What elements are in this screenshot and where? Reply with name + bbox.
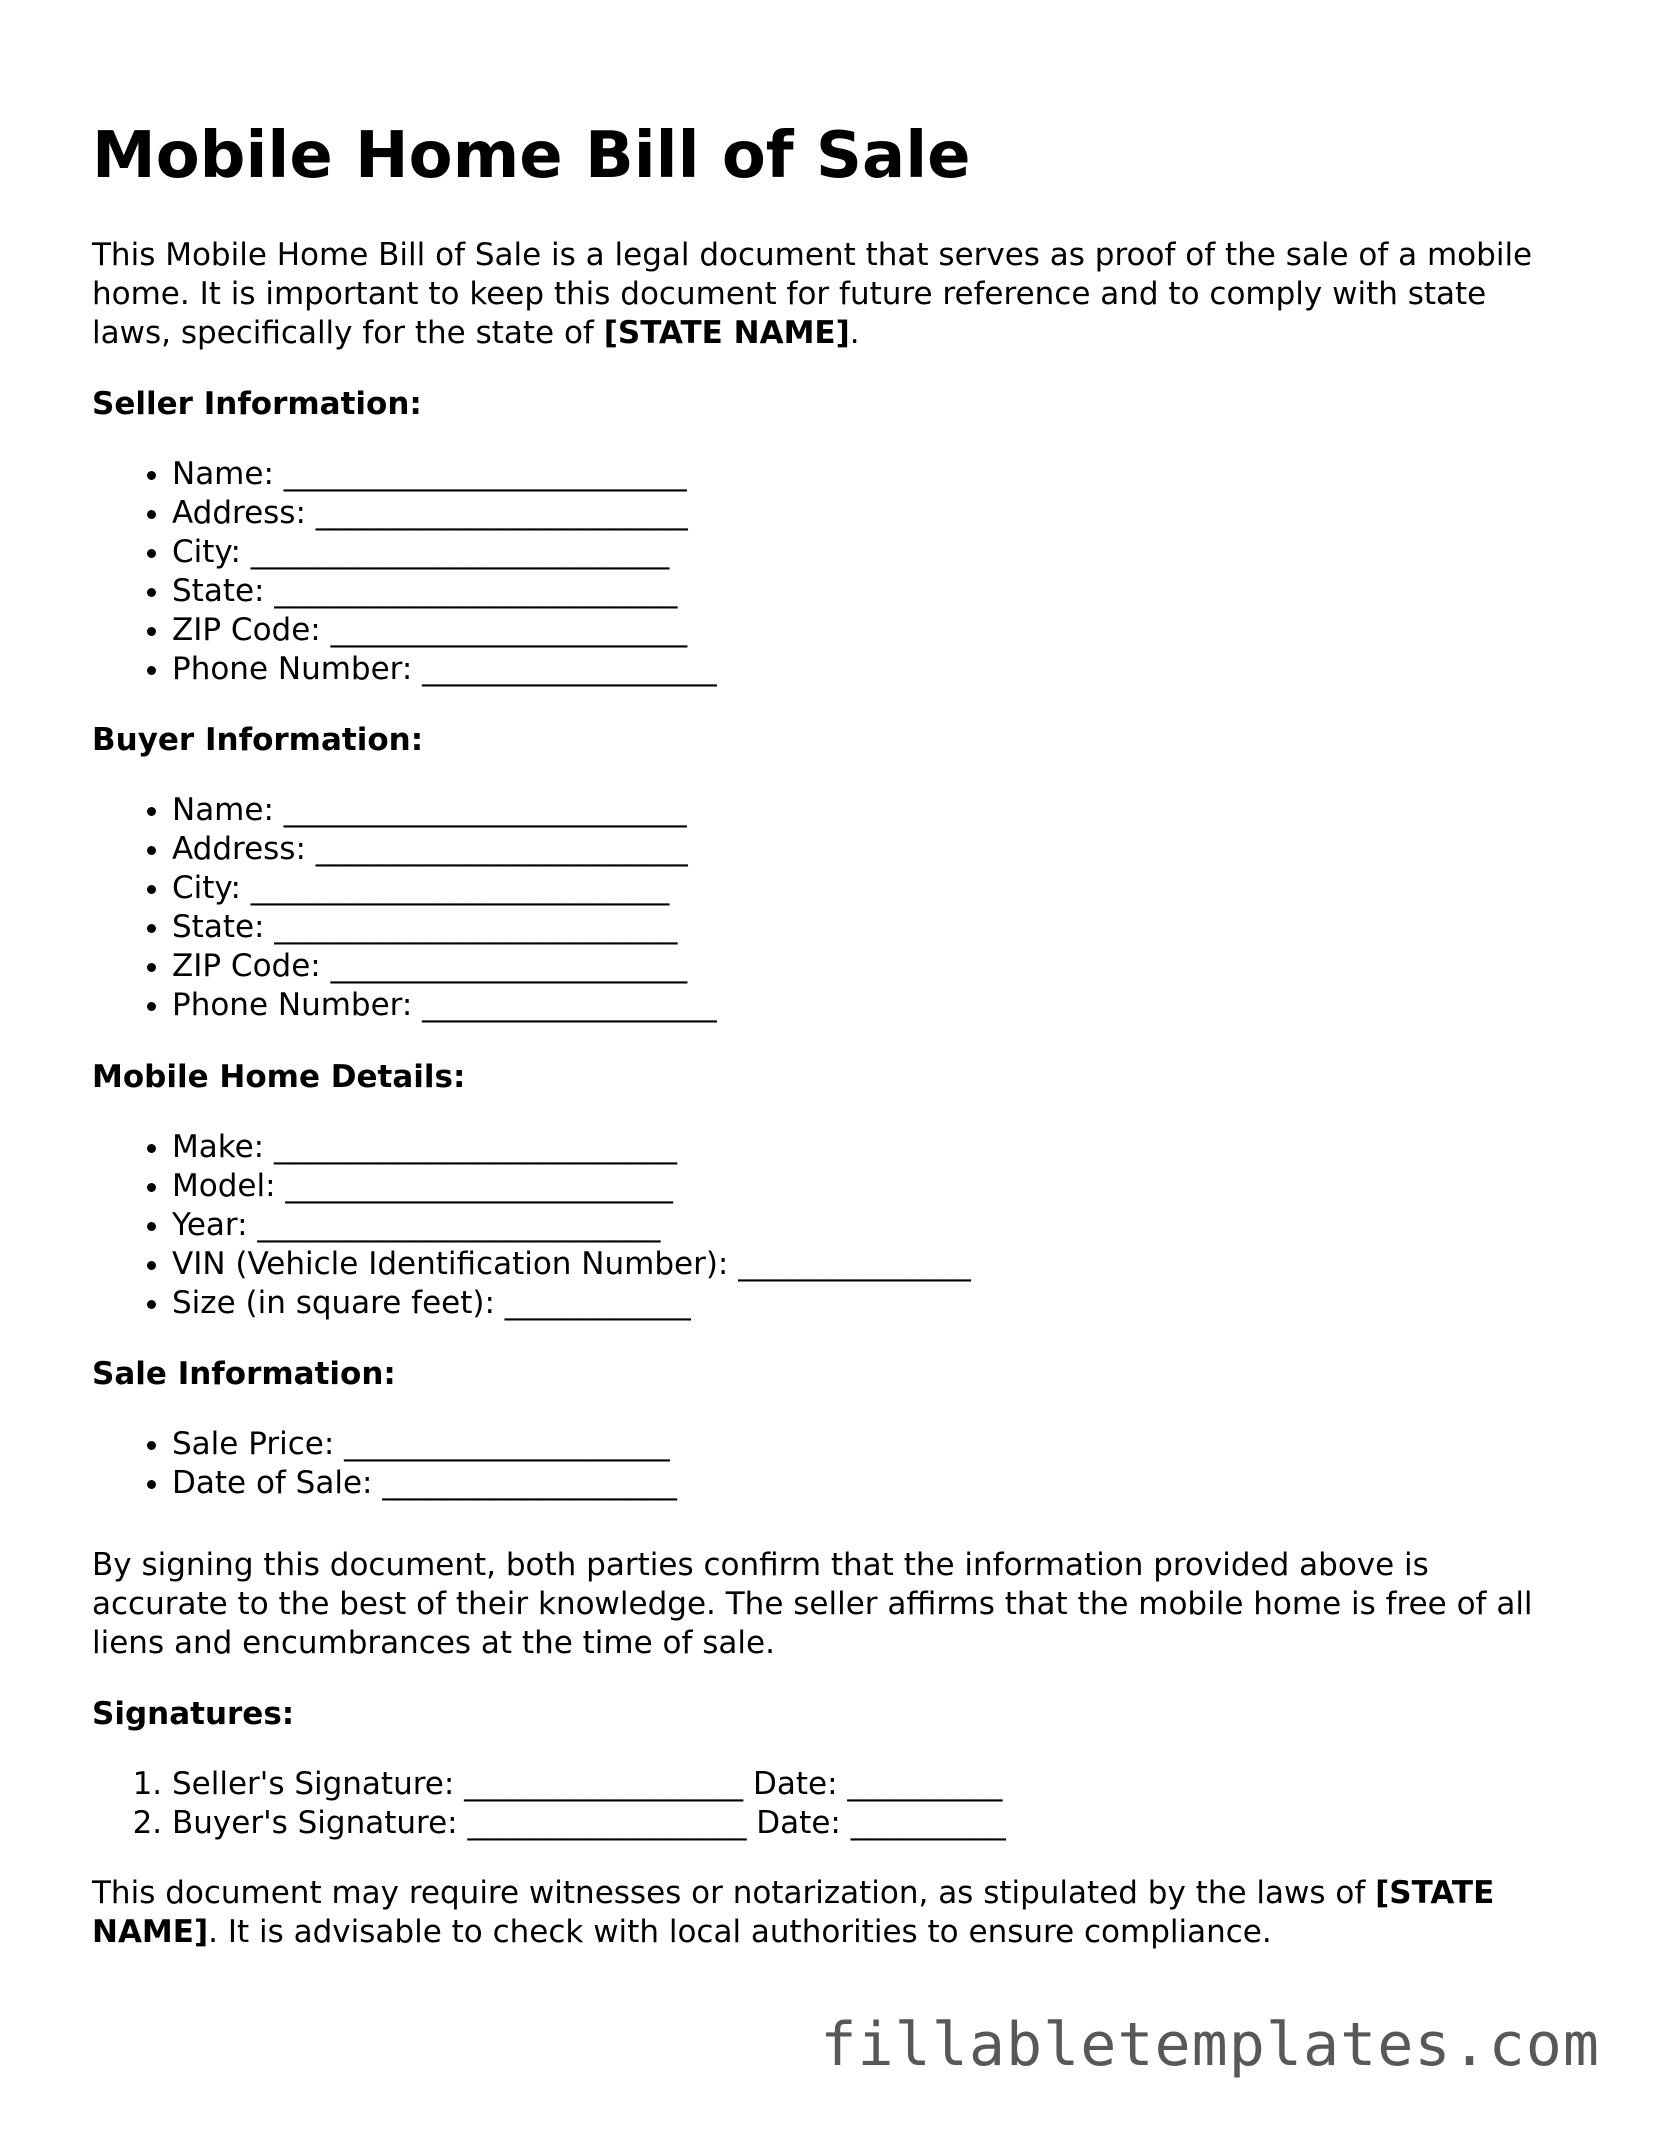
- home-make-field: • Make: __________________________: [172, 1128, 971, 1167]
- closing-text-end: . It is advisable to check with local authorities to ensure compliance.: [208, 1914, 1272, 1950]
- seller-fields: [92, 455, 717, 689]
- intro-state-placeholder: [STATE NAME]: [603, 315, 850, 351]
- sale-fields: [92, 1425, 677, 1503]
- document-title: Mobile Home Bill of Sale: [92, 119, 971, 193]
- sale-price-field: • Sale Price: _____________________: [172, 1425, 677, 1464]
- sale-date-field: • Date of Sale: ___________________: [172, 1464, 677, 1503]
- buyer-address-field: • Address: ________________________: [172, 830, 717, 869]
- seller-city-field: • City: ___________________________: [172, 533, 717, 572]
- closing-state-placeholder: [STATE NAME]: [92, 1875, 1495, 1950]
- buyer-fields: [92, 791, 717, 1025]
- signatures-heading: Signatures:: [92, 1696, 295, 1732]
- signature-fields: [92, 1765, 1006, 1843]
- seller-heading: Seller Information:: [92, 386, 422, 422]
- closing-text: This document may require witnesses or notarization, as stipulated by the laws of: [92, 1875, 1376, 1911]
- home-year-field: • Year: __________________________: [172, 1206, 971, 1245]
- seller-address-field: • Address: ________________________: [172, 494, 717, 533]
- home-details-heading: Mobile Home Details:: [92, 1059, 466, 1095]
- watermark-logo: fillabletemplates.com: [820, 2010, 1600, 2080]
- home-details-fields: [92, 1128, 971, 1323]
- seller-zip-field: • ZIP Code: _______________________: [172, 611, 717, 650]
- buyer-city-field: • City: ___________________________: [172, 869, 717, 908]
- intro-paragraph: [92, 236, 1572, 353]
- buyer-phone-field: • Phone Number: ___________________: [172, 986, 717, 1025]
- buyer-zip-field: • ZIP Code: _______________________: [172, 947, 717, 986]
- buyer-state-field: • State: __________________________: [172, 908, 717, 947]
- confirmation-paragraph: By signing this document, both parties confirm that the information provided above is accurate to the best of their knowledge. The seller affirms that the mobile home is free of all liens and encumbrances at the time of sale.: [92, 1547, 1533, 1661]
- home-model-field: • Model: _________________________: [172, 1167, 971, 1206]
- seller-signature-field: 1. Seller's Signature: __________________ Date: __________: [172, 1765, 1006, 1804]
- seller-state-field: • State: __________________________: [172, 572, 717, 611]
- seller-name-field: • Name: __________________________: [172, 455, 717, 494]
- intro-text: This Mobile Home Bill of Sale is a legal document that serves as proof of the sale of a mobile home. It is important to keep this document for future reference and to comply with state laws, specifically for the state of: [92, 237, 1533, 351]
- intro-text-end: .: [849, 315, 860, 351]
- buyer-signature-field: 2. Buyer's Signature: __________________ Date: __________: [172, 1804, 1006, 1843]
- sale-heading: Sale Information:: [92, 1356, 396, 1392]
- buyer-name-field: • Name: __________________________: [172, 791, 717, 830]
- closing-paragraph: [92, 1874, 1572, 1952]
- home-vin-field: • VIN (Vehicle Identification Number): _______________: [172, 1245, 971, 1284]
- buyer-heading: Buyer Information:: [92, 722, 424, 758]
- home-size-field: • Size (in square feet): ____________: [172, 1284, 971, 1323]
- seller-phone-field: • Phone Number: ___________________: [172, 650, 717, 689]
